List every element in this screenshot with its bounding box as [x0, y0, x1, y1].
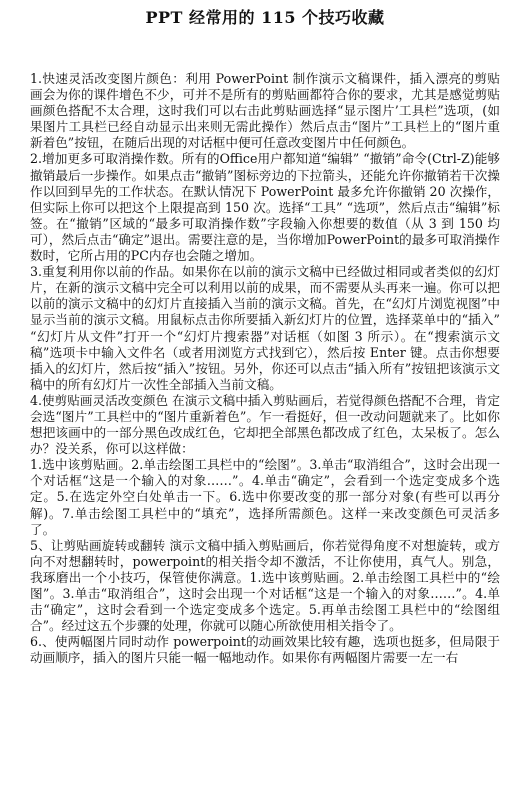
paragraph: 5、让剪贴画旋转或翻转 演示文稿中插入剪贴画后，你若觉得角度不对想旋转，或方向不对想翻转时，powerpoint的相关指令却不激活，不让你使用，真气人。别急，我琢磨出一个小技巧，保管使你满意。1.选中该剪贴画。2.单击绘图工具栏中的“绘图”。3.单击“取消组合”，这时会出现一个对话框“这是一个输入的对象……”。4.单击“确定”，这时会看到一个选定变成多个选定。5.再单击绘图工具栏中的“绘图组合”。经过这五个步骤的处理，你就可以随心所欲使用相关指令了。 — [30, 537, 500, 634]
document-title: PPT 经常用的 115 个技巧收藏 — [145, 8, 385, 27]
paragraph: 1.快速灵活改变图片颜色：利用 PowerPoint 制作演示文稿课件，插入漂亮的剪贴画会为你的课件增色不少，可并不是所有的剪贴画都符合你的要求，尤其是感觉剪贴画颜色搭配不太合理，这时我们可以右击此剪贴画选择“显示图片’工具栏”选项，(如果图片工具栏已经自动显示出来则无需此操作）然后点击“图片”工具栏上的“图片重新着色”按钮，在随后出现的对话框中便可任意改变图片中任何颜色。 — [30, 71, 500, 151]
paragraph: 3.重复利用你以前的作品。如果你在以前的演示文稿中已经做过相同或者类似的幻灯片，在新的演示文稿中完全可以利用以前的成果，而不需要从头再来一遍。你可以把以前的演示文稿中的幻灯片直接插入当前的演示文稿。首先，在“幻灯片浏览视图”中显示当前的演示文稿。用鼠标点击你所要插入新幻灯片的位置，选择菜单中的“插入” “幻灯片从文件”打开一个“幻灯片搜索器”对话框（如图 3 所示）。在“搜索演示文稿”选项卡中输入文件名（或者用浏览方式找到它），然后按 Enter 键。点击你想要插入的幻灯片，然后按“插入”按钮。另外，你还可以点击“插入所有”按钮把该演示文稿中的所有幻灯片一次性全部插入当前文稿。 — [30, 264, 500, 392]
paragraph: 1.选中该剪贴画。2.单击绘图工具栏中的“绘图”。3.单击“取消组合”，这时会出现一个对话框“这是一个输入的对象……”。4.单击“确定”，会看到一个选定变成多个选定。5.在选定外空白处单击一下。6.选中你要改变的那一部分对象(有些可以再分解)。7.单击绘图工具栏中的“填充”，选择所需颜色。这样一来改变颜色可灵活多了。 — [30, 457, 500, 537]
paragraph: 6.、使两幅图片同时动作 powerpoint的动画效果比较有趣，选项也挺多，但局限于动画顺序，插入的图片只能一幅一幅地动作。如果你有两幅图片需要一左一右 — [30, 634, 500, 666]
paragraph: 2.增加更多可取消操作数。所有的Office用户都知道“编辑” “撤销”命令(Ctrl-Z)能够撤销最后一步操作。如果点击“撤销”图标旁边的下拉箭头，还能允许你撤销若干次操作以回到早先的工作状态。在默认情况下 PowerPoint 最多允许你撤销 20 次操作，但实际上你可以把这个上限提高到 150 次。选择“工具” “选项”，然后点击“编辑”标签。在“撤销”区域的“最多可取消操作数”字段输入你想要的数值（从 3 到 150 均可），然后点击“确定”退出。需要注意的是，当你增加PowerPoint的最多可取消操作数时，它所占用的PC内存也会随之增加。 — [30, 151, 500, 264]
paragraph: 4.使剪贴画灵活改变颜色 在演示文稿中插入剪贴画后，若觉得颜色搭配不合理，肯定会选“图片”工具栏中的“图片重新着色”。乍一看挺好，但一改动问题就来了。比如你想把该画中的一部分黑色改成红色，它却把全部黑色都改成了红色，太呆板了。怎么办？没关系，你可以这样做： — [30, 392, 500, 457]
